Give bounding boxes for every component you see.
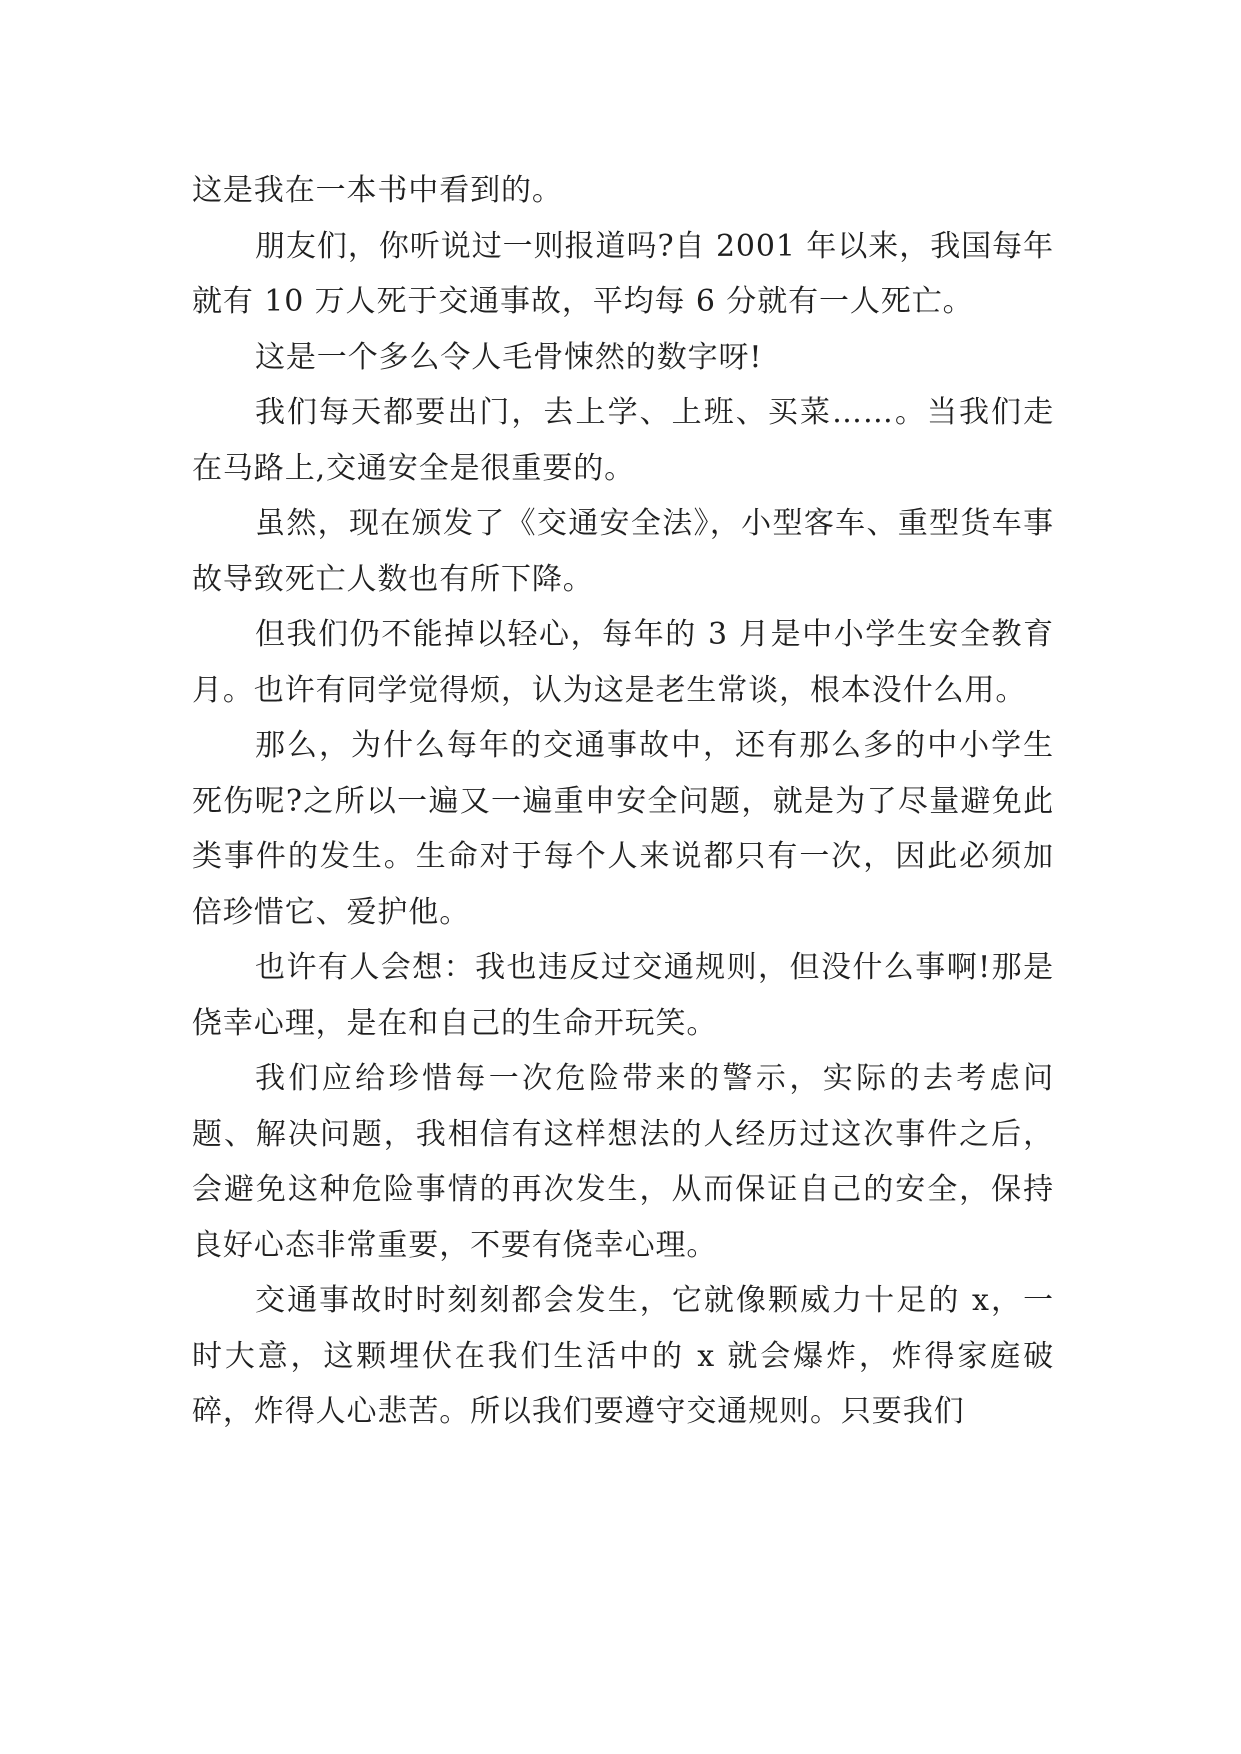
document-body	[192, 163, 1054, 1440]
paragraph-5: 虽然，现在颁发了《交通安全法》，小型客车、重型货车事故导致死亡人数也有所下降。	[192, 506, 1054, 597]
paragraph-8: 也许有人会想：我也违反过交通规则，但没什么事啊!那是侥幸心理，是在和自己的生命开玩笑。	[192, 950, 1054, 1041]
paragraph-2: 朋友们，你听说过一则报道吗?自 2001 年以来，我国每年就有 10 万人死于交通事故，平均每 6 分就有一人死亡。	[192, 228, 1054, 319]
paragraph-3: 这是一个多么令人毛骨悚然的数字呀!	[255, 339, 763, 375]
paragraph-4: 我们每天都要出门，去上学、上班、买菜……。当我们走在马路上,交通安全是很重要的。	[192, 395, 1054, 486]
paragraph-7: 那么，为什么每年的交通事故中，还有那么多的中小学生死伤呢?之所以一遍又一遍重申安全问题，就是为了尽量避免此类事件的发生。生命对于每个人来说都只有一次，因此必须加倍珍惜它、爱护他。	[192, 728, 1054, 930]
paragraph-6: 但我们仍不能掉以轻心，每年的 3 月是中小学生安全教育月。也许有同学觉得烦，认为这是老生常谈，根本没什么用。	[192, 617, 1054, 708]
paragraph-1: 这是我在一本书中看到的。	[192, 173, 563, 208]
paragraph-9: 我们应给珍惜每一次危险带来的警示，实际的去考虑问题、解决问题，我相信有这样想法的人经历过这次事件之后，会避免这种危险事情的再次发生，从而保证自己的安全，保持良好心态非常重要，不要有侥幸心理。	[192, 1061, 1054, 1263]
paragraph-10: 交通事故时时刻刻都会发生，它就像颗威力十足的 x，一时大意，这颗埋伏在我们生活中的 x 就会爆炸，炸得家庭破碎，炸得人心悲苦。所以我们要遵守交通规则。只要我们	[192, 1283, 1054, 1429]
